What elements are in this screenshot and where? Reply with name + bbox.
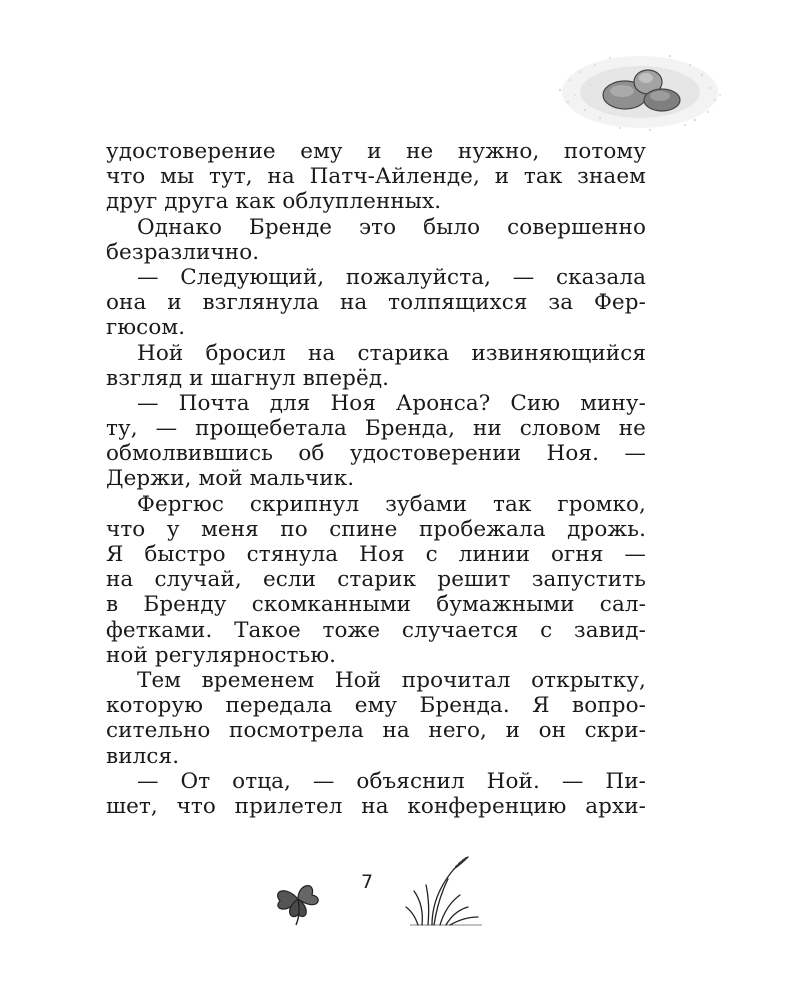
text-line: что у меня по спине пробежала дрожь. (106, 516, 646, 542)
text-line: вился. (106, 743, 180, 769)
text-line: на случай, если старик решит запустить (106, 567, 646, 593)
text-line: Фергюс скрипнул зубами так громко, (137, 491, 646, 517)
text-line: — От отца, — объяснил Ной. — Пи- (137, 768, 646, 794)
text-line: гюсом. (106, 315, 186, 341)
text-line: она и взглянула на толпящихся за Фер- (106, 290, 646, 316)
text-line: Однако Бренде это было совершенно (137, 214, 646, 240)
text-line: обмолвившись об удостоверении Ноя. — (106, 441, 646, 467)
text-line: шет, что прилетел на конференцию архи- (106, 793, 646, 819)
text-line: фетками. Такое тоже случается с завид- (106, 617, 646, 643)
text-line: ту, — прощебетала Бренда, ни словом не (106, 416, 646, 442)
page-footer (0, 855, 800, 935)
text-line: — Следующий, пожалуйста, — сказала (137, 264, 646, 290)
text-line: сительно посмотрела на него, и он скри- (106, 718, 646, 744)
text-line: Ной бросил на старика извиняющийся (137, 340, 646, 366)
text-line: ной регулярностью. (106, 642, 337, 668)
text-line: друг друга как облупленных. (106, 189, 442, 215)
text-line: взгляд и шагнул вперёд. (106, 365, 390, 391)
text-line: Держи, мой мальчик. (106, 466, 355, 492)
text-line: Тем временем Ной прочитал открытку, (137, 667, 646, 693)
stones-illustration (540, 40, 740, 140)
body-text (106, 139, 646, 819)
grass-icon (402, 855, 488, 927)
text-line: которую передала ему Бренда. Я вопро- (106, 693, 646, 719)
page-number: 7 (360, 871, 374, 893)
text-line: в Бренду скомканными бумажными сал- (106, 592, 646, 618)
text-line: Я быстро стянула Ноя с линии огня — (106, 542, 646, 567)
text-line: — Почта для Ноя Аронса? Сию мину- (137, 390, 646, 416)
text-line: что мы тут, на Патч-Айленде, и так знаем (106, 164, 646, 190)
text-line: удостоверение ему и не нужно, потому (106, 139, 646, 164)
clover-icon (268, 875, 328, 927)
text-line: безразлично. (106, 239, 260, 265)
